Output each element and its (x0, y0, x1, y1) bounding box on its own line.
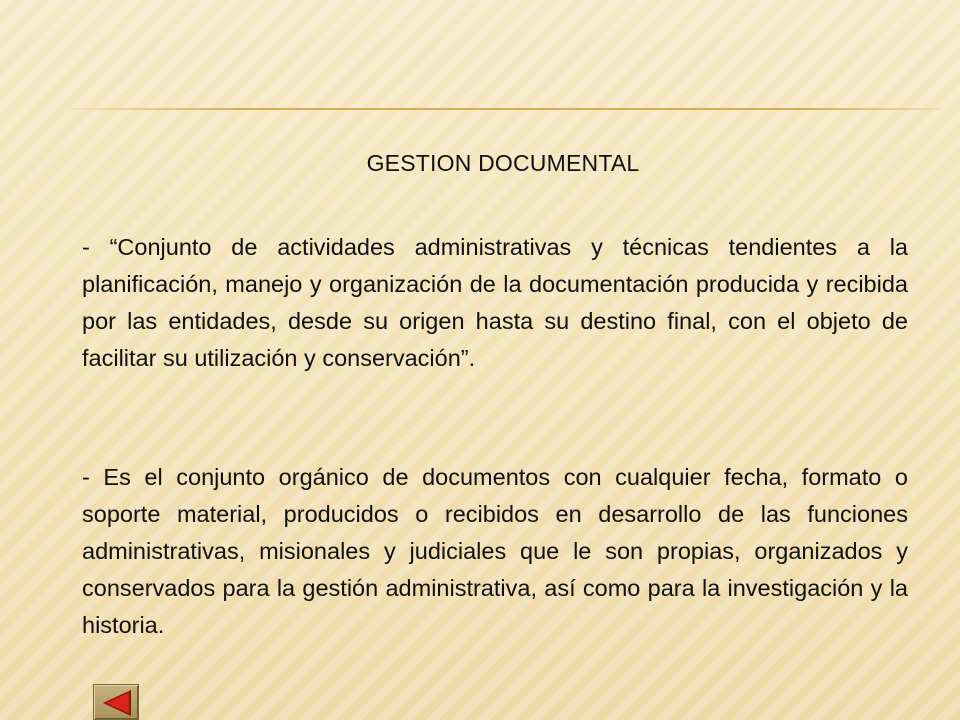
slide-title: GESTION DOCUMENTAL (366, 150, 640, 176)
back-button[interactable] (93, 684, 139, 720)
paragraph-definition-1: - “Conjunto de actividades administrativas y técnicas tendientes a la planificación, manejo y organización de la documentación producida y recibida por las entidades, desde su origen hasta su destino final, con el objeto de facilitar su utilización y conservación”. (82, 234, 908, 371)
triangle-left-icon (100, 688, 134, 718)
divider-line (70, 108, 940, 110)
paragraph-definition-2: - Es el conjunto orgánico de documentos con cualquier fecha, formato o soporte material, producidos o recibidos en desarrollo de las funciones administrativas, misionales y judiciales que le son propias, organizados y conservados para la gestión administrativa, así como para la investigación y la historia. (82, 464, 908, 638)
